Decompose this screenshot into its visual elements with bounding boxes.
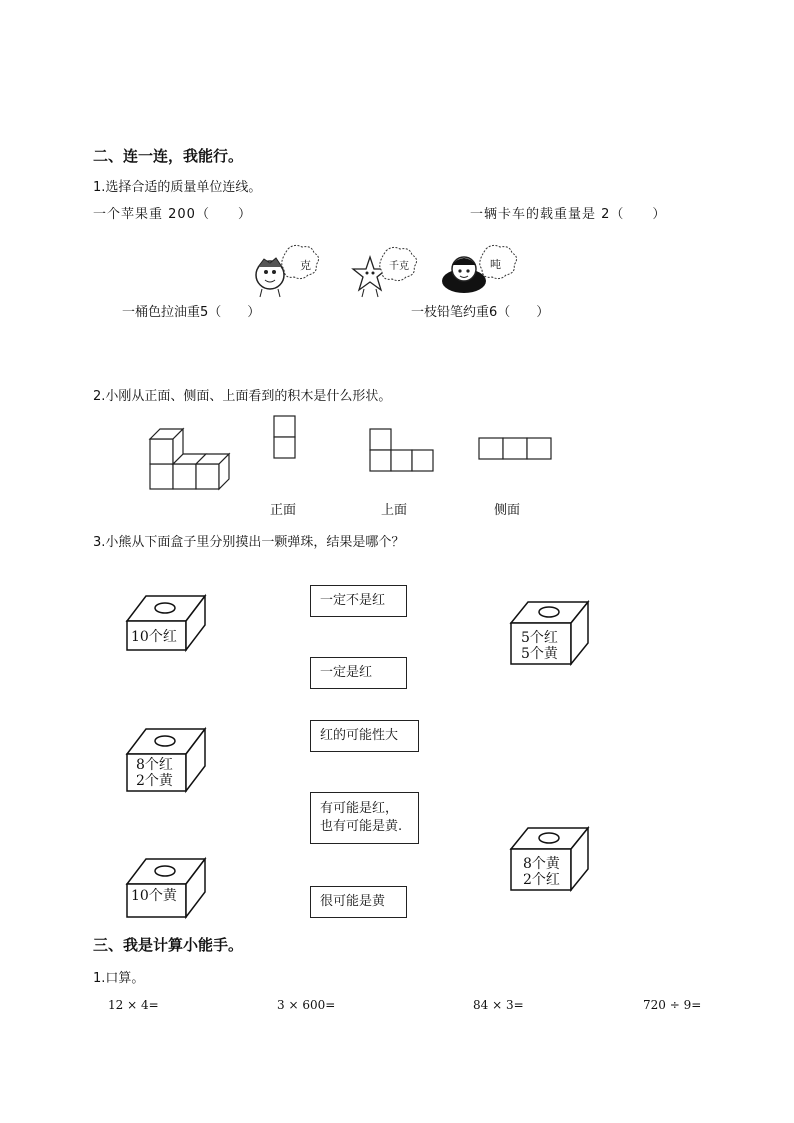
option-label: 很可能是黄 <box>320 894 386 909</box>
option-certainly-red[interactable] <box>310 657 407 689</box>
label-top-view: 上面 <box>381 503 408 518</box>
label-side-view: 侧面 <box>494 503 521 518</box>
box-label-line2: 2个黄 <box>136 773 173 789</box>
box-label-line1: 5个红 <box>521 630 558 646</box>
q3-prompt: 3.小熊从下面盒子里分别摸出一颗弹珠，结果是哪个？ <box>93 535 405 550</box>
option-certainly-not-red[interactable] <box>310 585 407 617</box>
item-pencil: 一枝铅笔约重6（ ） <box>411 305 550 320</box>
item-oil: 一桶色拉油重5（ ） <box>122 305 261 320</box>
section2-title: 二、连一连，我能行。 <box>93 147 244 165</box>
item-truck: 一辆卡车的载重量是 2（ ） <box>470 207 667 222</box>
unit-label-ton: 吨 <box>490 258 501 271</box>
option-label: 一定是红 <box>320 665 373 680</box>
front-view-figure <box>273 415 297 463</box>
block-3d-figure <box>148 426 248 506</box>
calc-problem-3: 84 × 3= <box>473 998 524 1012</box>
box-label-line1: 8个红 <box>136 757 173 773</box>
option-label-line2: 也有可能是黄. <box>320 819 403 834</box>
q1-prompt: 1.选择合适的质量单位连线。 <box>93 180 262 195</box>
box-label-line1: 8个黄 <box>523 856 560 872</box>
q2-prompt: 2.小刚从正面、侧面、上面看到的积木是什么形状。 <box>93 389 392 404</box>
box-label: 10个黄 <box>131 888 177 904</box>
option-label: 一定不是红 <box>320 593 386 608</box>
unit-label-gram: 克 <box>300 259 311 272</box>
calc-problem-2: 3 × 600= <box>277 998 336 1012</box>
option-label: 红的可能性大 <box>320 728 399 743</box>
box-label-line2: 2个红 <box>523 872 560 888</box>
label-front-view: 正面 <box>270 503 297 518</box>
section3-title: 三、我是计算小能手。 <box>93 936 244 954</box>
option-likely-yellow[interactable] <box>310 886 407 918</box>
option-red-more-likely[interactable] <box>310 720 419 752</box>
box-label: 10个红 <box>131 629 177 645</box>
option-label-line1: 有可能是红， <box>320 801 399 816</box>
item-apple: 一个苹果重 200（ ） <box>93 207 252 222</box>
box-label-line2: 5个黄 <box>521 646 558 662</box>
calc-prompt: 1.口算。 <box>93 971 145 986</box>
side-view-figure <box>478 437 558 463</box>
calc-problem-4: 720 ÷ 9= <box>643 998 702 1012</box>
calc-problem-1: 12 × 4= <box>108 998 159 1012</box>
top-view-figure <box>369 428 439 478</box>
option-maybe-red-or-yellow[interactable] <box>310 792 419 844</box>
unit-label-kilogram: 千克 <box>389 261 409 272</box>
